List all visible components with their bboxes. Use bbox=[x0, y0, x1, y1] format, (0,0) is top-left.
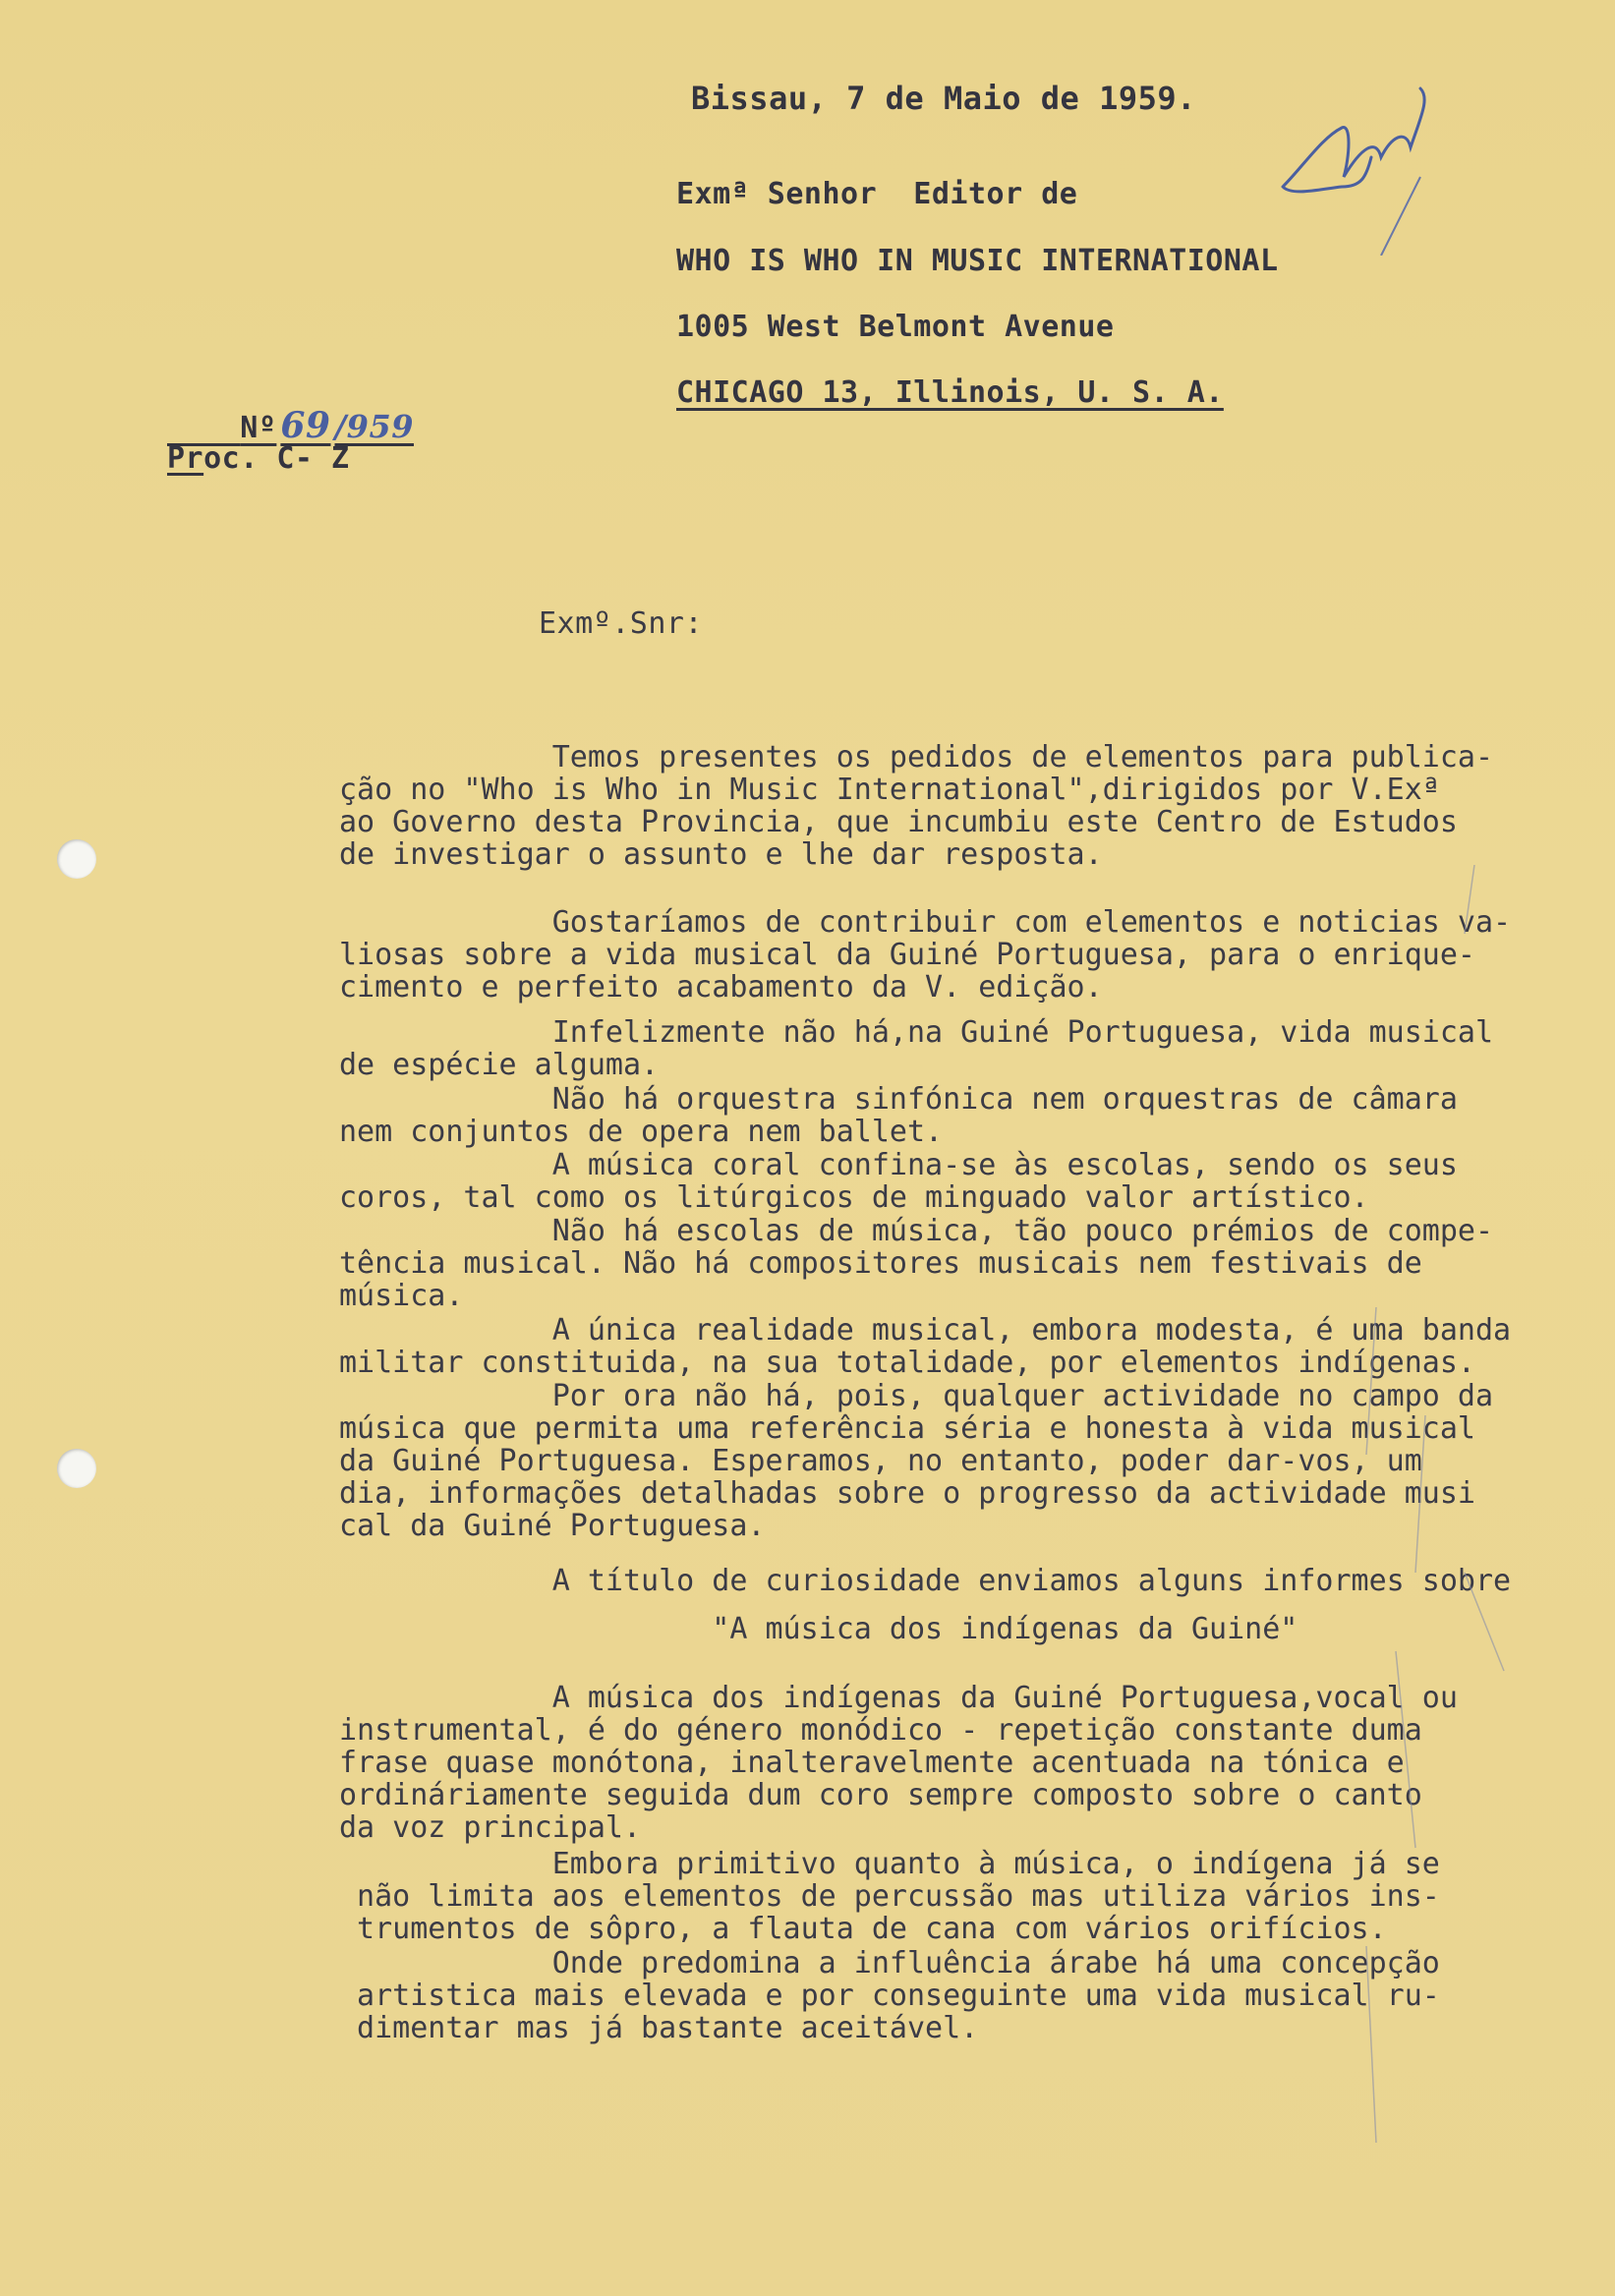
recipient-line-4: CHICAGO 13, Illinois, U. S. A. bbox=[676, 375, 1224, 410]
reference-handwritten-number: 69 bbox=[280, 405, 331, 446]
paragraph-10: A música dos indígenas da Guiné Portuguesa,vocal ou instrumental, é do género monódico - repetição constante duma frase quase monótona, inalteravelmente acentuada na tónica e ordináriamente seguida dum coro sempre composto sobre o canto da voz principal. bbox=[339, 1681, 1458, 1845]
paragraph-6: Não há escolas de música, tão pouco prémios de compe- tência musical. Não há compositores musicais nem festivais de música. bbox=[339, 1214, 1493, 1313]
punch-hole-top bbox=[57, 839, 96, 879]
date-line: Bissau, 7 de Maio de 1959. bbox=[691, 80, 1196, 117]
reference-prefix: Nº bbox=[240, 411, 277, 445]
recipient-line-1: Exmª Senhor Editor de bbox=[676, 177, 1078, 211]
recipient-line-2: WHO IS WHO IN MUSIC INTERNATIONAL bbox=[676, 244, 1279, 278]
paragraph-7: A única realidade musical, embora modesta, é uma banda militar constituida, na sua totalidade, por elementos indígenas. bbox=[339, 1313, 1512, 1380]
paragraph-11: Embora primitivo quanto à música, o indígena já se não limita aos elementos de percussão mas utiliza vários ins- trumentos de sôpro, a flauta de cana com vários orifícios. bbox=[357, 1847, 1440, 1946]
reference-year: /959 bbox=[334, 408, 414, 445]
handwritten-initials bbox=[1273, 79, 1440, 256]
salutation: Exmº.Snr: bbox=[539, 606, 704, 641]
section-heading: "A música dos indígenas da Guiné" bbox=[339, 1612, 1298, 1646]
paragraph-5: A música coral confina-se às escolas, sendo os seus coros, tal como os litúrgicos de minguado valor artístico. bbox=[339, 1148, 1458, 1215]
punch-hole-bottom bbox=[57, 1449, 96, 1488]
paragraph-1: Temos presentes os pedidos de elementos para publica- ção no "Who is Who in Music International",dirigidos por V.Exª ao Governo desta Provincia, que incumbiu este Centro de Estudos de investigar o assunto e lhe dar resposta. bbox=[339, 740, 1493, 872]
recipient-line-3: 1005 West Belmont Avenue bbox=[676, 310, 1115, 344]
process-reference: Proc. C- Z bbox=[167, 441, 350, 476]
paragraph-4: Não há orquestra sinfónica nem orquestras de câmara nem conjuntos de opera nem ballet. bbox=[339, 1082, 1458, 1149]
paragraph-9: A título de curiosidade enviamos alguns informes sobre bbox=[339, 1564, 1512, 1598]
pencil-marks bbox=[1356, 865, 1553, 2143]
paragraph-8: Por ora não há, pois, qualquer actividade no campo da música que permita uma referência séria e honesta à vida musical da Guiné Portuguesa. Esperamos, no entanto, poder dar-vos, um dia, informações detalhadas sobre o progresso da actividade musi cal da Guiné Portuguesa. bbox=[339, 1379, 1493, 1543]
paragraph-3: Infelizmente não há,na Guiné Portuguesa, vida musical de espécie alguma. bbox=[339, 1015, 1493, 1082]
paragraph-12: Onde predomina a influência árabe há uma concepção artistica mais elevada e por conseguinte uma vida musical ru- dimentar mas já bastante aceitável. bbox=[357, 1946, 1440, 2045]
paragraph-2: Gostaríamos de contribuir com elementos e noticias va- liosas sobre a vida musical da Guiné Portuguesa, para o enrique- cimento e perfeito acabamento da V. edição. bbox=[339, 905, 1512, 1004]
